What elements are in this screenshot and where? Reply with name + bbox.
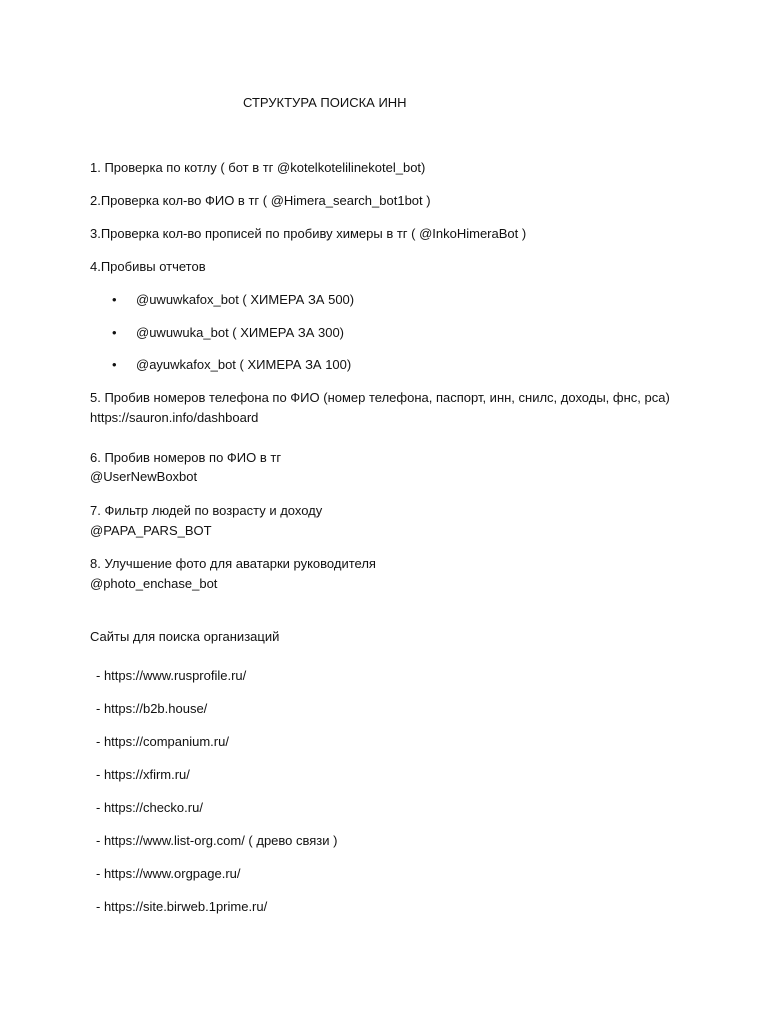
site-link-2[interactable]: - https://b2b.house/ [96, 701, 208, 716]
sites-heading: Сайты для поиска организаций [90, 629, 280, 644]
site-link-3[interactable]: - https://companium.ru/ [96, 734, 229, 749]
step-2: 2.Проверка кол-во ФИО в тг ( @Himera_search_bot1bot ) [90, 193, 431, 208]
step-6-link[interactable]: @UserNewBoxbot [90, 469, 198, 484]
site-link-8[interactable]: - https://site.birweb.1prime.ru/ [96, 899, 268, 914]
bullet-dot-icon: • [112, 325, 117, 340]
step-5-link[interactable]: https://sauron.info/dashboard [90, 410, 259, 425]
bullet-item-1: @uwuwkafox_bot ( ХИМЕРА ЗА 500) [136, 292, 355, 307]
site-link-6[interactable]: - https://www.list-org.com/ ( древо связи ) [96, 833, 338, 848]
step-8-link[interactable]: @photo_enchase_bot [90, 576, 218, 591]
step-3: 3.Проверка кол-во прописей по пробиву химеры в тг ( @InkoHimeraBot ) [90, 226, 527, 241]
step-7-link[interactable]: @PAPA_PARS_BOT [90, 523, 212, 538]
step-1: 1. Проверка по котлу ( бот в тг @kotelkotelilinekotel_bot) [90, 160, 426, 175]
step-4: 4.Пробивы отчетов [90, 259, 206, 274]
site-link-7[interactable]: - https://www.orgpage.ru/ [96, 866, 241, 881]
step-7-text: 7. Фильтр людей по возрасту и доходу [90, 503, 323, 518]
site-link-5[interactable]: - https://checko.ru/ [96, 800, 203, 815]
site-link-1[interactable]: - https://www.rusprofile.ru/ [96, 668, 247, 683]
bullet-item-3: @ayuwkafox_bot ( ХИМЕРА ЗА 100) [136, 357, 352, 372]
bullet-item-2: @uwuwuka_bot ( ХИМЕРА ЗА 300) [136, 325, 344, 340]
site-link-4[interactable]: - https://xfirm.ru/ [96, 767, 190, 782]
bullet-dot-icon: • [112, 292, 117, 307]
step-5-text: 5. Пробив номеров телефона по ФИО (номер телефона, паспорт, инн, снилс, доходы, фнс, рса) [90, 390, 670, 405]
bullet-dot-icon: • [112, 357, 117, 372]
step-8-text: 8. Улучшение фото для аватарки руководителя [90, 556, 376, 571]
step-6-text: 6. Пробив номеров по ФИО в тг [90, 450, 282, 465]
page-title: СТРУКТУРА ПОИСКА ИНН [243, 95, 407, 110]
